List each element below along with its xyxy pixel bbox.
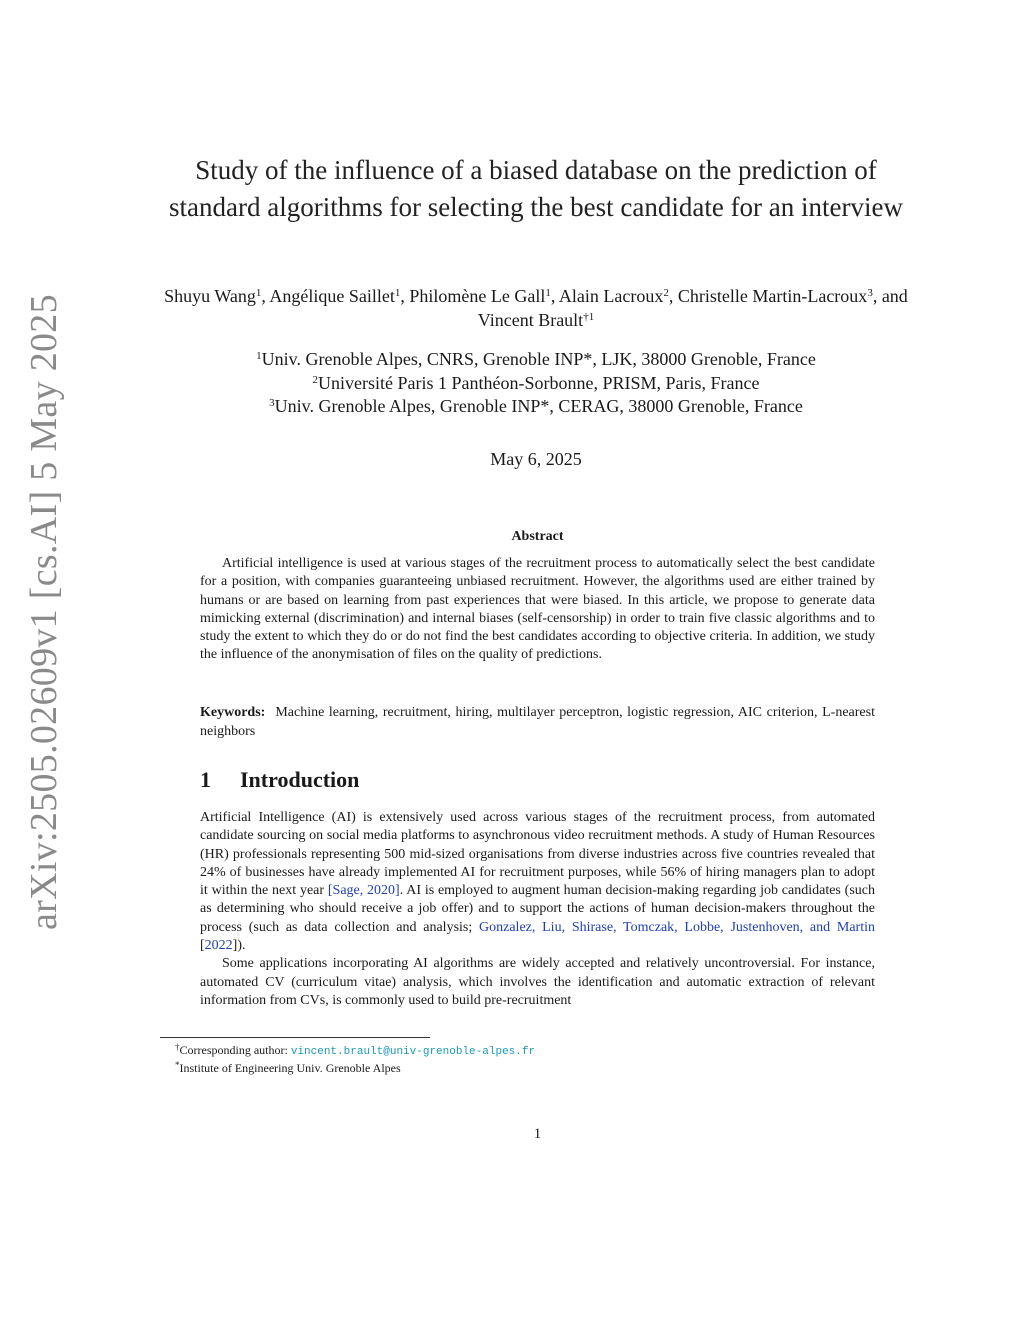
author-4[interactable]: Alain Lacroux$^2$ <box>558 286 669 306</box>
keywords-text: Machine learning, recruitment, hiring, multilayer perceptron, logistic regression, AIC criterion, L-nearest neighbors <box>200 705 875 739</box>
affiliation-2: $^2$Université Paris 1 Panthéon-Sorbonne, PRISM, Paris, France <box>312 372 760 393</box>
abstract-heading: Abstract <box>511 529 564 544</box>
email-link[interactable]: vincent.brault@univ-grenoble-alpes.fr <box>290 1046 536 1058</box>
footnotes <box>175 1042 875 1076</box>
keywords <box>200 704 875 741</box>
author-list: Shuyu Wang$^1$, Angélique Saillet$^1$, Philomène Le Gall$^1$, Alain Lacroux$^2$, Christelle Martin-Lacroux$^3$, and Vincent Brault$^{\dagger 1}$ <box>164 286 908 330</box>
publication-date: May 6, 2025 <box>490 449 582 469</box>
author-5[interactable]: Christelle Martin-Lacroux$^3$ <box>677 286 873 306</box>
footnote-institute: *Institute of Engineering Univ. Grenoble Alpes <box>175 1060 401 1075</box>
introduction-body <box>200 809 875 1010</box>
abstract-body: Artificial intelligence is used at various stages of the recruitment process to automatically select the best candidate for a position, with companies guaranteeing unbiased recruitment. However, the algorithms used are either trained by humans or are based on learning from past experiences that were biased. In this article, we propose to generate data mimicking external (discrimination) and internal biases (self-censorship) in order to train five classic algorithms and to study the extent to which they do or do not find the best candidates according to objective criteria. In addition, we study the influence of the anonymisation of files on the quality of predictions. <box>200 556 875 663</box>
intro-paragraph-1: Artificial Intelligence (AI) is extensively used across various stages of the recruitment process, from automated candidate sourcing on social media platforms to asynchronous video recruitment methods. A study of Human Resources (HR) professionals representing 500 mid-sized organisations from diverse industries across five countries revealed that 24% of businesses have already implemented AI for recruitment purposes, while 56% of hiring managers plan to adopt it within the next year [Sage, 2020]. AI is employed to augment human decision-making regarding job candidates (such as determining who should receive a job offer) and to support the actions of human decision-makers throughout the process (such as data collection and analysis; Gonzalez, Liu, Shirase, Tomczak, Lobbe, Justenhoven, and Martin [2022]). <box>200 810 875 954</box>
citation-gonzalez-2022[interactable]: Gonzalez, Liu, Shirase, Tomczak, Lobbe, Justenhoven, and Martin <box>479 919 875 935</box>
intro-paragraph-2: Some applications incorporating AI algorithms are widely accepted and relatively uncontroversial. For instance, automated CV (curriculum vitae) analysis, which involves the identification and automatic extraction of relevant information from CVs, is commonly used to build pre-recruitment <box>200 956 875 1008</box>
author-6[interactable]: Vincent Brault$^{\dagger 1}$ <box>477 310 595 330</box>
paper-title: Study of the influence of a biased database on the prediction of standard algorithms for selecting the best candidate for an interview <box>169 155 903 222</box>
section-number: 1 <box>200 767 211 792</box>
author-2[interactable]: Angélique Saillet$^1$ <box>269 286 401 306</box>
affiliation-3: $^3$Univ. Grenoble Alpes, Grenoble INP*, CERAG, 38000 Grenoble, France <box>269 396 803 416</box>
footnote-corresponding-author: †Corresponding author: vincent.brault@univ-grenoble-alpes.fr <box>175 1042 536 1058</box>
section-heading-introduction <box>200 767 359 793</box>
citation-sage-2020[interactable]: Sage, 2020 <box>332 883 396 899</box>
author-1[interactable]: Shuyu Wang$^1$ <box>164 286 262 306</box>
affiliation-1: $^1$Univ. Grenoble Alpes, CNRS, Grenoble INP*, LJK, 38000 Grenoble, France <box>256 349 816 369</box>
arxiv-identifier-stamp: arXiv:2505.02609v1 [cs.AI] 5 May 2025 <box>23 294 65 930</box>
author-3[interactable]: Philomène Le Gall$^1$ <box>409 286 551 306</box>
section-title: Introduction <box>240 767 360 792</box>
citation-gonzalez-2022-year[interactable]: 2022 <box>204 938 233 954</box>
footnote-divider <box>160 1037 430 1038</box>
keywords-label: Keywords: <box>200 705 266 720</box>
page-number: 1 <box>533 1126 542 1142</box>
affiliation-list <box>160 348 912 419</box>
